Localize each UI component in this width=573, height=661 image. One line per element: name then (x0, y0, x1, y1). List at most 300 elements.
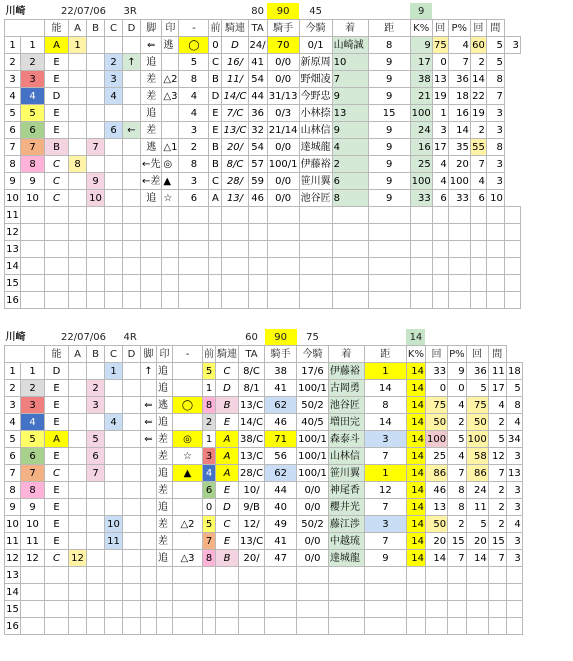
table-cell[interactable]: 16 (448, 105, 470, 122)
column-header[interactable]: 脚 (141, 20, 162, 37)
table-cell[interactable]: 3 (21, 397, 45, 414)
column-header[interactable]: 騎連 (222, 20, 248, 37)
table-cell[interactable]: ↑ (141, 363, 157, 380)
table-cell[interactable] (425, 601, 447, 618)
table-cell[interactable]: 1 (5, 363, 21, 380)
empty[interactable] (209, 3, 248, 20)
column-header[interactable]: B (87, 346, 105, 363)
column-header[interactable]: - (179, 20, 209, 37)
table-cell[interactable]: D (216, 499, 239, 516)
table-cell[interactable]: 15 (368, 105, 410, 122)
table-cell[interactable] (364, 601, 406, 618)
table-cell[interactable] (299, 224, 332, 241)
table-cell[interactable]: 0 (203, 499, 216, 516)
table-cell[interactable] (69, 516, 87, 533)
table-cell[interactable]: 4 (432, 156, 448, 173)
table-cell[interactable]: 4 (179, 88, 209, 105)
table-cell[interactable] (123, 431, 141, 448)
table-cell[interactable] (486, 258, 504, 275)
table-cell[interactable]: 33 (425, 363, 447, 380)
table-cell[interactable] (69, 533, 87, 550)
table-cell[interactable]: 4 (506, 516, 522, 533)
column-header[interactable]: 距 (364, 346, 406, 363)
table-cell[interactable]: 12 (364, 482, 406, 499)
table-cell[interactable]: 4 (105, 414, 123, 431)
table-cell[interactable]: 14 (406, 465, 425, 482)
table-cell[interactable]: 0/3 (267, 105, 299, 122)
table-cell[interactable] (406, 601, 425, 618)
table-cell[interactable]: 22 (470, 88, 486, 105)
table-cell[interactable]: D (216, 380, 239, 397)
table-cell[interactable] (87, 499, 105, 516)
table-cell[interactable]: 100/1 (297, 465, 329, 482)
table-cell[interactable] (21, 292, 45, 309)
table-cell[interactable] (123, 275, 141, 292)
table-cell[interactable]: 100 (425, 431, 447, 448)
table-cell[interactable] (328, 618, 364, 635)
table-cell[interactable]: 13 (506, 465, 522, 482)
table-cell[interactable]: 50/2 (297, 397, 329, 414)
table-cell[interactable]: 7 (332, 71, 368, 88)
table-cell[interactable]: 15 (5, 601, 21, 618)
table-cell[interactable]: 13 (5, 241, 21, 258)
table-cell[interactable]: 5 (488, 431, 506, 448)
best-distance[interactable]: 14 (406, 329, 425, 346)
table-cell[interactable] (87, 567, 105, 584)
table-cell[interactable]: ◯ (179, 37, 209, 54)
table-cell[interactable]: 12 (21, 550, 45, 567)
table-cell[interactable] (162, 54, 179, 71)
table-cell[interactable] (123, 88, 141, 105)
table-cell[interactable] (179, 292, 209, 309)
table-cell[interactable] (87, 54, 105, 71)
table-cell[interactable]: 8 (21, 156, 45, 173)
table-cell[interactable] (21, 241, 45, 258)
table-cell[interactable] (45, 584, 69, 601)
table-cell[interactable]: A (209, 190, 222, 207)
table-cell[interactable]: 5 (203, 363, 216, 380)
table-cell[interactable] (69, 173, 87, 190)
table-cell[interactable]: 達城龍 (299, 139, 332, 156)
table-cell[interactable] (162, 122, 179, 139)
table-cell[interactable]: 1 (21, 37, 45, 54)
table-cell[interactable]: 4 (448, 397, 467, 414)
table-cell[interactable]: 71 (265, 431, 297, 448)
table-cell[interactable]: 49 (265, 516, 297, 533)
table-cell[interactable]: 4 (5, 88, 21, 105)
table-cell[interactable]: 7 (364, 448, 406, 465)
table-cell[interactable] (332, 241, 368, 258)
table-cell[interactable] (299, 258, 332, 275)
table-cell[interactable]: C (45, 465, 69, 482)
column-header[interactable]: 間 (488, 346, 506, 363)
table-cell[interactable]: 13 (432, 71, 448, 88)
table-cell[interactable] (173, 618, 203, 635)
table-cell[interactable]: 34 (506, 431, 522, 448)
table-cell[interactable] (297, 584, 329, 601)
table-cell[interactable] (332, 275, 368, 292)
table-cell[interactable] (203, 567, 216, 584)
table-cell[interactable] (504, 258, 520, 275)
table-cell[interactable]: 16 (5, 618, 21, 635)
ta-value-3[interactable]: 75 (306, 331, 319, 343)
table-cell[interactable]: A (216, 431, 239, 448)
table-cell[interactable]: 3 (506, 550, 522, 567)
table-cell[interactable] (328, 601, 364, 618)
table-cell[interactable]: 9 (368, 122, 410, 139)
table-cell[interactable] (432, 258, 448, 275)
table-cell[interactable] (69, 122, 87, 139)
table-cell[interactable]: 8 (203, 397, 216, 414)
table-cell[interactable]: 50 (425, 516, 447, 533)
table-cell[interactable] (87, 241, 105, 258)
table-cell[interactable]: 1 (105, 363, 123, 380)
table-cell[interactable]: 17 (488, 380, 506, 397)
table-cell[interactable] (141, 241, 162, 258)
table-cell[interactable] (332, 258, 368, 275)
table-cell[interactable]: 14 (470, 71, 486, 88)
table-cell[interactable] (222, 207, 248, 224)
table-cell[interactable] (105, 482, 123, 499)
table-cell[interactable] (141, 275, 162, 292)
table-cell[interactable]: 14 (406, 482, 425, 499)
column-header[interactable]: 着 (332, 20, 368, 37)
table-cell[interactable]: 4 (21, 88, 45, 105)
table-cell[interactable] (69, 190, 87, 207)
race-date[interactable]: 22/07/06 (61, 5, 106, 17)
table-cell[interactable] (69, 207, 87, 224)
table-cell[interactable] (470, 292, 486, 309)
table-cell[interactable] (448, 207, 470, 224)
table-cell[interactable]: D (222, 37, 248, 54)
table-cell[interactable]: 追 (157, 499, 173, 516)
table-cell[interactable]: 3 (203, 448, 216, 465)
table-cell[interactable]: 1 (364, 363, 406, 380)
table-cell[interactable] (123, 448, 141, 465)
table-cell[interactable] (173, 601, 203, 618)
table-cell[interactable]: 16 (410, 139, 432, 156)
table-cell[interactable]: 8 (448, 482, 467, 499)
table-cell[interactable]: 逃 (141, 139, 162, 156)
table-cell[interactable]: 11 (21, 533, 45, 550)
table-cell[interactable]: 7 (203, 533, 216, 550)
table-cell[interactable]: 11 (5, 207, 21, 224)
table-cell[interactable]: C (45, 550, 69, 567)
table-cell[interactable] (69, 71, 87, 88)
table-cell[interactable]: 2 (87, 380, 105, 397)
table-cell[interactable]: 11 (466, 499, 488, 516)
column-header[interactable]: 印 (162, 20, 179, 37)
ta-value-3[interactable]: 45 (309, 5, 322, 17)
table-cell[interactable] (123, 241, 141, 258)
table-cell[interactable]: 14 (406, 516, 425, 533)
table-cell[interactable]: 0 (448, 380, 467, 397)
table-cell[interactable] (248, 292, 267, 309)
table-cell[interactable] (123, 380, 141, 397)
table-cell[interactable]: 1 (203, 431, 216, 448)
table-cell[interactable]: 28/ (222, 173, 248, 190)
table-cell[interactable]: 11/ (222, 71, 248, 88)
table-cell[interactable] (123, 584, 141, 601)
table-cell[interactable] (209, 207, 222, 224)
table-cell[interactable] (87, 533, 105, 550)
table-cell[interactable]: 4 (105, 88, 123, 105)
table-cell[interactable] (209, 224, 222, 241)
table-cell[interactable] (45, 601, 69, 618)
table-cell[interactable]: ←先 (141, 156, 162, 173)
table-cell[interactable]: 7 (364, 533, 406, 550)
table-cell[interactable]: 13 (332, 105, 368, 122)
table-cell[interactable] (87, 258, 105, 275)
table-cell[interactable] (410, 224, 432, 241)
table-cell[interactable] (410, 258, 432, 275)
table-cell[interactable]: 2 (470, 122, 486, 139)
table-cell[interactable]: 逃 (157, 397, 173, 414)
table-cell[interactable] (486, 292, 504, 309)
table-cell[interactable]: 100 (410, 105, 432, 122)
table-cell[interactable] (432, 292, 448, 309)
table-cell[interactable]: 12 (5, 224, 21, 241)
table-cell[interactable] (21, 567, 45, 584)
table-cell[interactable]: 17/6 (297, 363, 329, 380)
table-cell[interactable]: 9 (21, 173, 45, 190)
table-cell[interactable] (432, 224, 448, 241)
table-cell[interactable] (123, 139, 141, 156)
table-cell[interactable]: 7 (488, 465, 506, 482)
table-cell[interactable]: 1 (5, 37, 21, 54)
table-cell[interactable]: 20 (425, 533, 447, 550)
table-cell[interactable] (123, 156, 141, 173)
table-cell[interactable]: 0/0 (297, 533, 329, 550)
table-cell[interactable] (368, 292, 410, 309)
table-cell[interactable] (179, 241, 209, 258)
table-cell[interactable]: 山林信 (299, 122, 332, 139)
table-cell[interactable] (105, 499, 123, 516)
table-cell[interactable] (87, 550, 105, 567)
column-header[interactable]: 今騎 (297, 346, 329, 363)
table-cell[interactable] (21, 207, 45, 224)
table-cell[interactable]: 70 (267, 37, 299, 54)
table-cell[interactable] (488, 618, 506, 635)
table-cell[interactable] (105, 567, 123, 584)
table-cell[interactable]: 9 (368, 190, 410, 207)
table-cell[interactable] (69, 241, 87, 258)
column-header[interactable]: D (123, 346, 141, 363)
table-cell[interactable]: 3 (506, 448, 522, 465)
table-cell[interactable]: 7 (488, 550, 506, 567)
best-distance[interactable]: 9 (410, 3, 432, 20)
table-cell[interactable] (203, 601, 216, 618)
table-cell[interactable] (141, 380, 157, 397)
table-cell[interactable]: 12 (488, 448, 506, 465)
table-cell[interactable]: 5 (21, 105, 45, 122)
table-cell[interactable]: 35 (448, 139, 470, 156)
table-cell[interactable] (123, 258, 141, 275)
table-cell[interactable] (21, 224, 45, 241)
table-cell[interactable] (123, 516, 141, 533)
column-header[interactable]: 今騎 (299, 20, 332, 37)
table-cell[interactable] (21, 601, 45, 618)
table-cell[interactable] (267, 292, 299, 309)
table-cell[interactable]: 3 (5, 397, 21, 414)
table-cell[interactable] (425, 584, 447, 601)
table-cell[interactable] (332, 292, 368, 309)
table-cell[interactable] (222, 258, 248, 275)
table-cell[interactable]: E (45, 414, 69, 431)
table-cell[interactable]: 19 (432, 88, 448, 105)
table-cell[interactable]: 7/C (222, 105, 248, 122)
table-cell[interactable] (299, 275, 332, 292)
table-cell[interactable] (425, 618, 447, 635)
empty[interactable] (328, 329, 406, 346)
column-header[interactable]: 能 (45, 346, 69, 363)
column-header[interactable]: P% (448, 20, 470, 37)
table-cell[interactable]: 差 (157, 448, 173, 465)
table-cell[interactable]: 15 (5, 275, 21, 292)
column-header[interactable]: TA (239, 346, 265, 363)
table-cell[interactable]: 8 (332, 190, 368, 207)
column-header[interactable]: 回 (466, 346, 488, 363)
table-cell[interactable]: 31/13 (267, 88, 299, 105)
table-cell[interactable]: E (216, 414, 239, 431)
table-cell[interactable]: 14/C (222, 88, 248, 105)
table-cell[interactable] (105, 156, 123, 173)
table-cell[interactable]: △3 (162, 88, 179, 105)
table-cell[interactable] (87, 224, 105, 241)
table-cell[interactable]: 4 (506, 414, 522, 431)
table-cell[interactable]: E (45, 122, 69, 139)
table-cell[interactable]: 24 (466, 482, 488, 499)
table-cell[interactable]: 伊藤裕 (299, 156, 332, 173)
table-cell[interactable] (69, 380, 87, 397)
table-cell[interactable] (69, 567, 87, 584)
table-cell[interactable]: 14 (406, 397, 425, 414)
table-cell[interactable]: 今野忠 (299, 88, 332, 105)
table-cell[interactable]: 5 (5, 431, 21, 448)
table-cell[interactable]: 伊藤裕 (328, 363, 364, 380)
table-cell[interactable]: 森泰斗 (328, 431, 364, 448)
table-cell[interactable] (209, 258, 222, 275)
table-cell[interactable]: ⇐ (141, 414, 157, 431)
table-cell[interactable]: 50 (466, 414, 488, 431)
table-cell[interactable]: 44 (248, 88, 267, 105)
table-cell[interactable] (504, 292, 520, 309)
table-cell[interactable]: 2 (5, 380, 21, 397)
table-cell[interactable]: 54 (248, 139, 267, 156)
table-cell[interactable]: 8 (448, 499, 467, 516)
table-cell[interactable] (105, 397, 123, 414)
table-cell[interactable]: 6 (21, 448, 45, 465)
table-cell[interactable] (123, 105, 141, 122)
table-cell[interactable]: 10 (21, 190, 45, 207)
table-cell[interactable]: 2 (105, 54, 123, 71)
table-cell[interactable] (239, 618, 265, 635)
table-cell[interactable] (425, 567, 447, 584)
table-cell[interactable]: 20/ (222, 139, 248, 156)
table-cell[interactable]: 5 (506, 380, 522, 397)
column-header[interactable]: 前 (209, 20, 222, 37)
table-cell[interactable]: 33 (448, 190, 470, 207)
table-cell[interactable] (69, 363, 87, 380)
table-cell[interactable]: 56 (265, 448, 297, 465)
empty[interactable] (425, 329, 522, 346)
table-cell[interactable] (141, 533, 157, 550)
table-cell[interactable]: 18 (448, 88, 470, 105)
column-header[interactable]: P% (448, 346, 467, 363)
table-cell[interactable]: 75 (432, 37, 448, 54)
table-cell[interactable] (157, 601, 173, 618)
table-cell[interactable]: 3 (364, 516, 406, 533)
column-header[interactable]: 能 (45, 20, 69, 37)
table-cell[interactable]: 10/ (239, 482, 265, 499)
table-cell[interactable] (45, 224, 69, 241)
table-cell[interactable]: E (209, 105, 222, 122)
table-cell[interactable]: 10 (5, 516, 21, 533)
table-cell[interactable] (105, 601, 123, 618)
table-cell[interactable]: 41 (265, 533, 297, 550)
table-cell[interactable]: 86 (466, 465, 488, 482)
column-header[interactable]: 間 (486, 20, 504, 37)
table-cell[interactable]: 5 (21, 431, 45, 448)
table-cell[interactable]: 10 (87, 190, 105, 207)
table-cell[interactable]: 追 (157, 363, 173, 380)
table-cell[interactable] (45, 258, 69, 275)
table-cell[interactable]: 12 (69, 550, 87, 567)
table-cell[interactable]: 46 (425, 482, 447, 499)
table-cell[interactable] (173, 482, 203, 499)
table-cell[interactable] (448, 584, 467, 601)
table-cell[interactable]: C (216, 363, 239, 380)
table-cell[interactable] (368, 224, 410, 241)
table-cell[interactable]: B (45, 139, 69, 156)
table-cell[interactable]: 8 (69, 156, 87, 173)
table-cell[interactable] (466, 601, 488, 618)
table-cell[interactable] (123, 397, 141, 414)
table-cell[interactable] (299, 241, 332, 258)
table-cell[interactable]: A (45, 431, 69, 448)
table-cell[interactable]: 9 (368, 156, 410, 173)
table-cell[interactable]: 13/C (239, 533, 265, 550)
table-cell[interactable]: C (209, 173, 222, 190)
ta-value-1[interactable]: 80 (251, 5, 264, 17)
table-cell[interactable]: 14/C (239, 414, 265, 431)
table-cell[interactable] (123, 601, 141, 618)
table-cell[interactable] (123, 533, 141, 550)
table-cell[interactable]: 7 (87, 139, 105, 156)
table-cell[interactable] (267, 275, 299, 292)
table-cell[interactable] (248, 207, 267, 224)
column-header[interactable]: 騎連 (216, 346, 239, 363)
table-cell[interactable] (105, 105, 123, 122)
table-cell[interactable]: 9 (21, 499, 45, 516)
table-cell[interactable]: C (209, 54, 222, 71)
table-cell[interactable]: 新原周 (299, 54, 332, 71)
table-cell[interactable]: ☆ (162, 190, 179, 207)
table-cell[interactable]: 0/1 (299, 37, 332, 54)
table-cell[interactable] (87, 363, 105, 380)
table-cell[interactable] (504, 224, 520, 241)
table-cell[interactable]: 9 (368, 54, 410, 71)
table-cell[interactable]: ◎ (162, 156, 179, 173)
table-cell[interactable] (466, 567, 488, 584)
table-cell[interactable] (69, 54, 87, 71)
table-cell[interactable]: 2 (179, 139, 209, 156)
table-cell[interactable]: B (216, 397, 239, 414)
table-cell[interactable]: 5 (486, 54, 504, 71)
table-cell[interactable]: 3 (506, 533, 522, 550)
table-cell[interactable]: 25 (425, 448, 447, 465)
table-cell[interactable] (470, 241, 486, 258)
